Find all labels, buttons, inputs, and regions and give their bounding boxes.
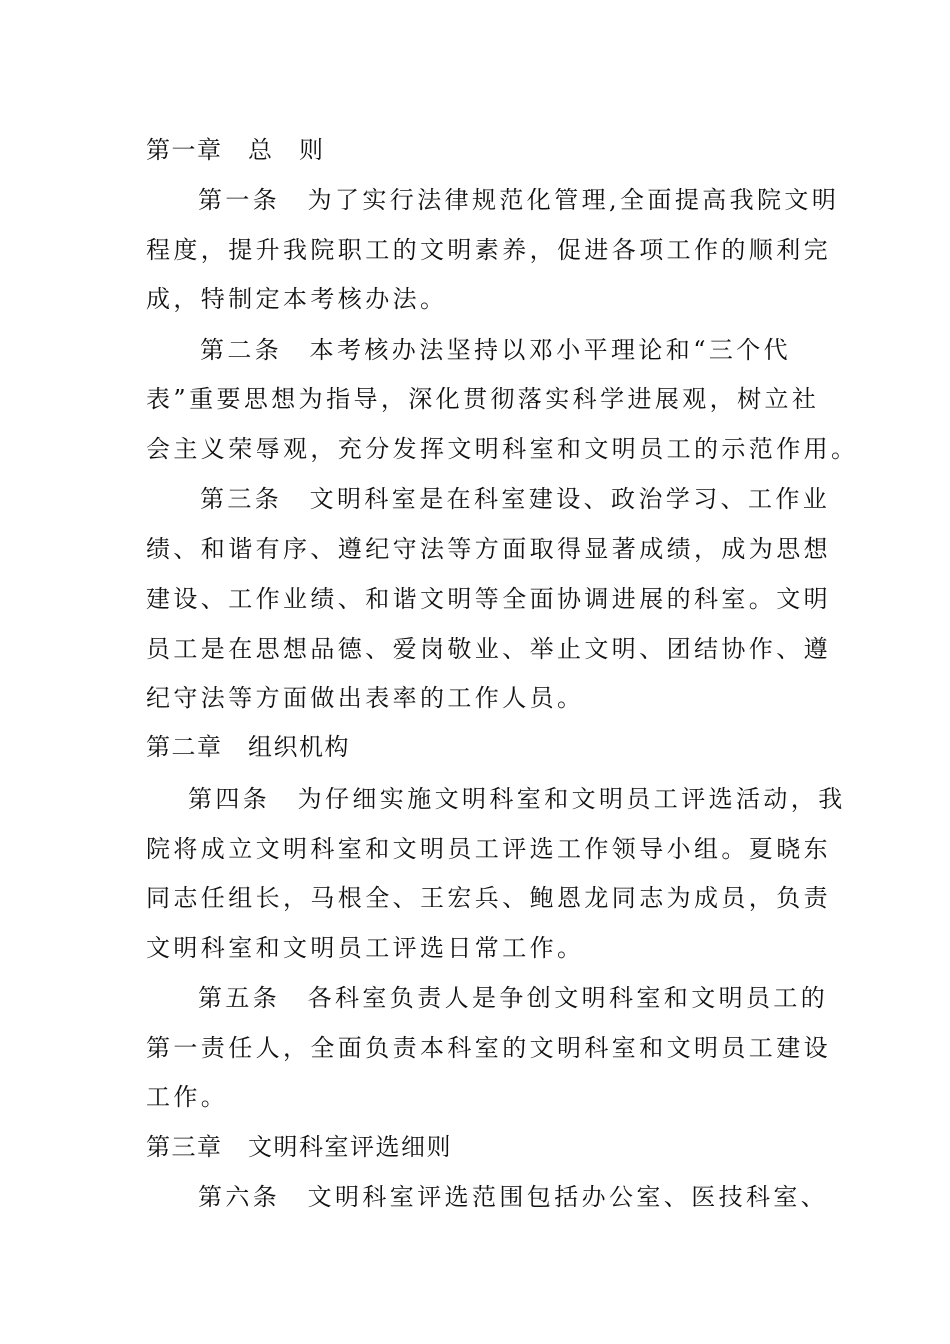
article-4-line: 第四条 为仔细实施文明科室和文明员工评选活动，我 bbox=[188, 785, 846, 813]
article-4-line: 文明科室和文明员工评选日常工作。 bbox=[146, 934, 585, 962]
chapter-2-title: 第二章 组织机构 bbox=[146, 733, 350, 761]
article-3-line: 员工是在思想品德、爱岗敬业、举止文明、团结协作、遵 bbox=[146, 635, 831, 663]
article-3-line: 纪守法等方面做出表率的工作人员。 bbox=[146, 684, 585, 712]
article-3-line: 第三条 文明科室是在科室建设、政治学习、工作业 bbox=[200, 485, 831, 513]
article-3-line: 绩、和谐有序、遵纪守法等方面取得显著成绩，成为思想 bbox=[146, 535, 831, 563]
article-3-line: 建设、工作业绩、和谐文明等全面协调进展的科室。文明 bbox=[146, 585, 831, 613]
article-5-line: 第五条 各科室负责人是争创文明科室和文明员工的 bbox=[198, 984, 829, 1012]
chapter-1-title: 第一章 总 则 bbox=[146, 136, 325, 164]
article-1-line: 程度，提升我院职工的文明素养，促进各项工作的顺利完 bbox=[146, 236, 831, 264]
article-2-line: 会主义荣辱观，充分发挥文明科室和文明员工的示范作用。 bbox=[146, 435, 859, 463]
article-2-line: 第二条 本考核办法坚持以邓小平理论和“三个代 bbox=[200, 336, 792, 364]
chapter-3-title: 第三章 文明科室评选细则 bbox=[146, 1133, 452, 1161]
article-1-line: 成，特制定本考核办法。 bbox=[146, 285, 448, 313]
article-4-line: 同志任组长，马根全、王宏兵、鲍恩龙同志为成员，负责 bbox=[146, 884, 831, 912]
article-5-line: 工作。 bbox=[146, 1083, 229, 1111]
article-1-line: 第一条 为了实行法律规范化管理,全面提高我院文明 bbox=[198, 186, 840, 214]
article-6-line: 第六条 文明科室评选范围包括办公室、医技科室、 bbox=[198, 1183, 829, 1211]
article-2-line: 表”重要思想为指导，深化贯彻落实科学进展观，树立社 bbox=[146, 385, 820, 413]
article-5-line: 第一责任人，全面负责本科室的文明科室和文明员工建设 bbox=[146, 1034, 831, 1062]
article-4-line: 院将成立文明科室和文明员工评选工作领导小组。夏晓东 bbox=[146, 835, 831, 863]
